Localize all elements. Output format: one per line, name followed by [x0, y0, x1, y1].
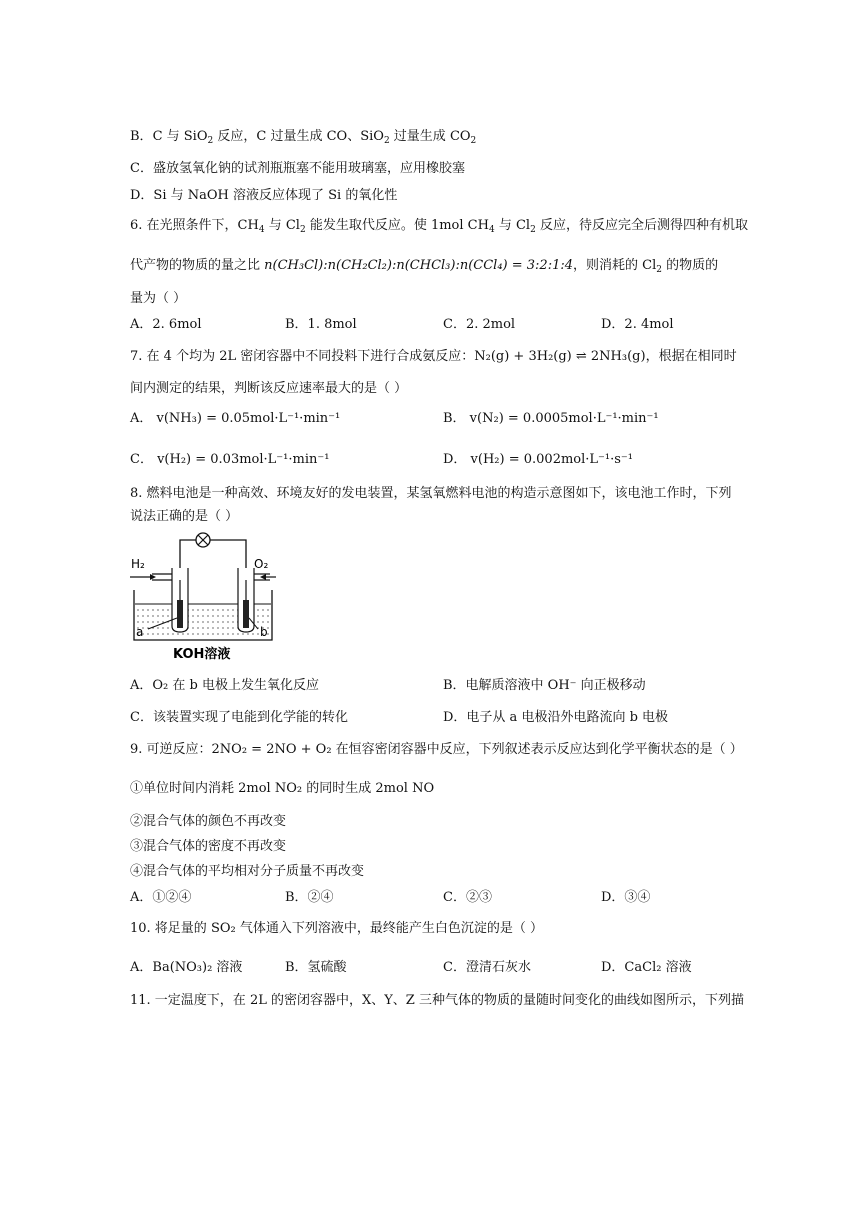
q7-option-a: A． v(NH₃) = 0.05mol·L⁻¹·min⁻¹	[130, 411, 341, 426]
q8-stem-line1: 8. 燃料电池是一种高效、环境友好的发电装置，某氢氧燃料电池的构造示意图如下，该电池工作时，下列	[130, 486, 732, 501]
q9-statement-2: ②混合气体的颜色不再改变	[130, 814, 287, 829]
q6-stem-line1: 6. 在光照条件下，$CH_4$ 与 $Cl_2$ 能发生取代反应。使 1mol $CH_4$ 与 $Cl_2$ 反应，待反应完全后测得四种有机取	[130, 218, 748, 235]
q8-option-a: A．O₂ 在 b 电极上发生氧化反应	[130, 678, 319, 693]
q8-option-c: C．该装置实现了电能到化学能的转化	[130, 710, 348, 725]
q5-option-b: B．C 与 SiO$_2$ 反应，C 过量生成 CO、SiO$_2$ 过量生成 $CO_2$	[130, 129, 477, 146]
electrode-a-label: a	[136, 625, 144, 639]
q9-stem: 9. 可逆反应：2NO₂ = 2NO + O₂ 在恒容密闭容器中反应，下列叙述表示反应达到化学平衡状态的是（ ）	[130, 742, 743, 757]
q9-statement-3: ③混合气体的密度不再改变	[130, 839, 287, 854]
q9-option-b: B．②④	[285, 890, 334, 905]
electrode-b-label: b	[260, 625, 268, 639]
q9-option-c: C．②③	[443, 890, 492, 905]
q7-stem-line1: 7. 在 4 个均为 2L 密闭容器中不同投料下进行合成氨反应：N₂(g) + 3H₂(g) ⇌ 2NH₃(g)，根据在相同时	[130, 349, 737, 364]
q8-option-b: B．电解质溶液中 OH⁻ 向正极移动	[443, 678, 646, 693]
koh-solution-label: KOH溶液	[173, 647, 231, 662]
q9-option-a: A．①②④	[130, 890, 192, 905]
q9-statement-4: ④混合气体的平均相对分子质量不再改变	[130, 864, 365, 879]
q10-option-d: D．CaCl₂ 溶液	[601, 960, 692, 975]
q6-ratio-formula: n(CH₃Cl):n(CH₂Cl₂):n(CHCl₃):n(CCl₄) = 3:2:1:4	[264, 258, 573, 273]
q5-option-c: C．盛放氢氧化钠的试剂瓶瓶塞不能用玻璃塞，应用橡胶塞	[130, 161, 465, 176]
q5-option-d: D．Si 与 NaOH 溶液反应体现了 Si 的氧化性	[130, 188, 398, 203]
q6-stem-line2: 代产物的物质的量之比 n(CH₃Cl):n(CH₂Cl₂):n(CHCl₃):n(CCl₄) = 3:2:1:4，则消耗的 $Cl_2$ 的物质的	[130, 258, 719, 275]
h2-label: H₂	[131, 557, 145, 571]
q10-option-a: A．Ba(NO₃)₂ 溶液	[130, 960, 243, 975]
q10-option-c: C．澄清石灰水	[443, 960, 531, 975]
q8-option-d: D．电子从 a 电极沿外电路流向 b 电极	[443, 710, 669, 725]
q7-option-d: D． v(H₂) = 0.002mol·L⁻¹·s⁻¹	[443, 452, 633, 467]
q11-stem: 11. 一定温度下，在 2L 的密闭容器中，X、Y、Z 三种气体的物质的量随时间变化的曲线如图所示，下列描	[130, 993, 744, 1008]
q6-option-c: C．2. 2mol	[443, 317, 516, 332]
o2-label: O₂	[254, 557, 269, 571]
q7-option-b: B． v(N₂) = 0.0005mol·L⁻¹·min⁻¹	[443, 411, 659, 426]
q8-stem-line2: 说法正确的是（ ）	[130, 509, 239, 524]
q7-option-c: C． v(H₂) = 0.03mol·L⁻¹·min⁻¹	[130, 452, 330, 467]
q6-option-d: D．2. 4mol	[601, 317, 674, 332]
q9-statement-1: ①单位时间内消耗 2mol NO₂ 的同时生成 2mol NO	[130, 781, 435, 796]
q10-option-b: B．氢硫酸	[285, 960, 347, 975]
q7-equation: N₂(g) + 3H₂(g) ⇌ 2NH₃(g)	[474, 349, 646, 364]
fuel-cell-diagram	[128, 528, 278, 668]
q6-option-b: B．1. 8mol	[285, 317, 357, 332]
q10-stem: 10. 将足量的 SO₂ 气体通入下列溶液中，最终能产生白色沉淀的是（ ）	[130, 921, 543, 936]
q7-stem-line2: 间内测定的结果，判断该反应速率最大的是（ ）	[130, 381, 408, 396]
q6-option-a: A．2. 6mol	[130, 317, 202, 332]
q6-stem-line3: 量为（ ）	[130, 291, 187, 306]
q9-option-d: D．③④	[601, 890, 651, 905]
